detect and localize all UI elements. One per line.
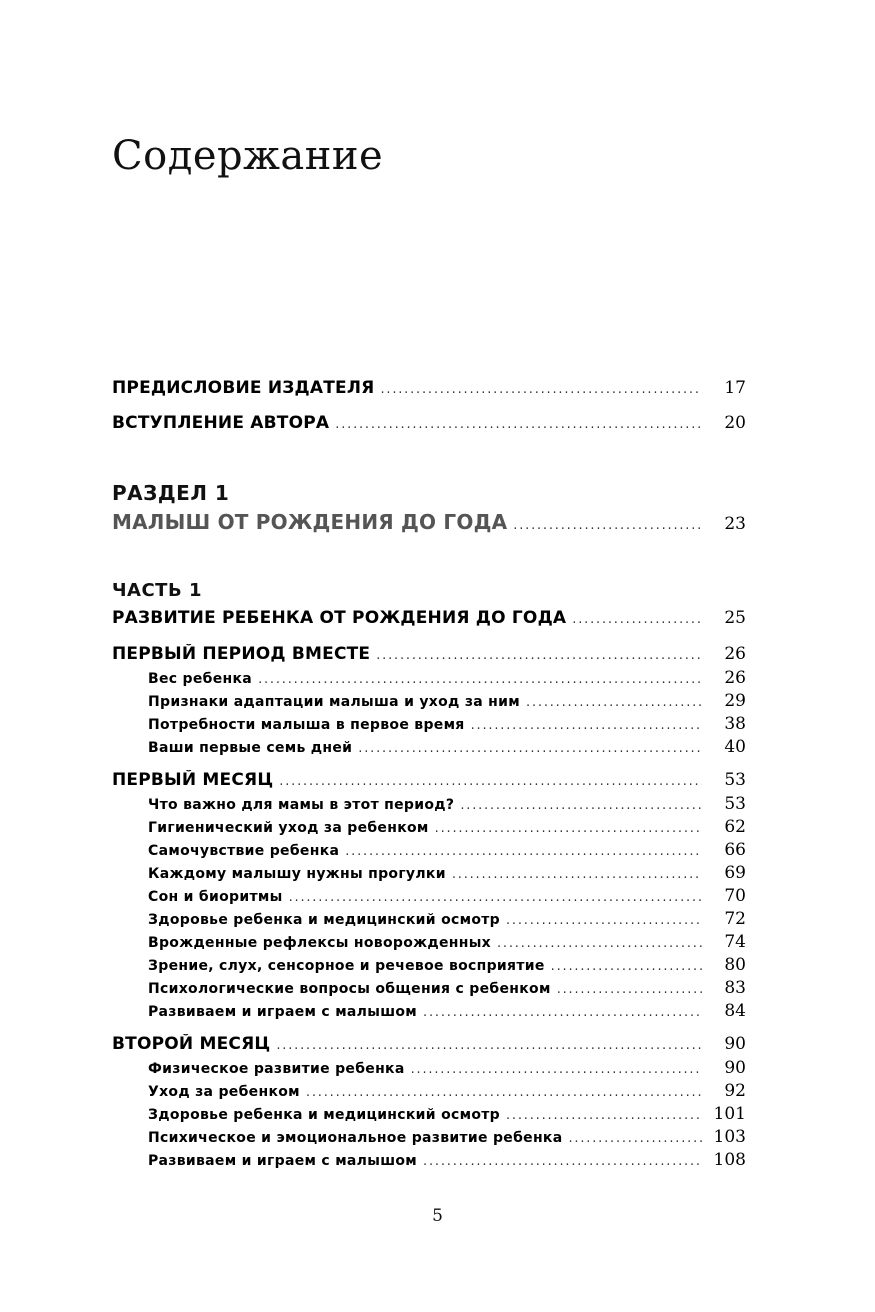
toc-item[interactable] xyxy=(148,978,746,998)
toc-item[interactable] xyxy=(148,1127,746,1147)
toc-entry-page: 90 xyxy=(724,1034,746,1054)
toc-item-page: 80 xyxy=(724,955,746,975)
toc-item-page: 29 xyxy=(724,691,746,711)
toc-item-title: Каждому малышу нужны прогулки xyxy=(148,866,446,882)
toc-item-title: Здоровье ребенка и медицинский осмотр xyxy=(148,1107,500,1123)
toc-item[interactable] xyxy=(148,714,746,734)
toc-item-page: 84 xyxy=(724,1001,746,1021)
dot-leader xyxy=(417,1154,702,1169)
toc-item-title: Врожденные рефлексы новорожденных xyxy=(148,935,491,951)
toc-item[interactable] xyxy=(148,668,746,688)
dot-leader xyxy=(454,798,702,813)
toc-item-title: Развиваем и играем с малышом xyxy=(148,1153,418,1169)
dot-leader xyxy=(329,417,702,432)
toc-item-page: 53 xyxy=(724,794,746,814)
toc-item-page: 90 xyxy=(724,1058,746,1078)
toc-item-title: Ваши первые семь дней xyxy=(148,740,353,756)
dot-leader xyxy=(507,518,702,533)
dot-leader xyxy=(273,774,702,789)
toc-item[interactable] xyxy=(148,737,746,757)
toc-item[interactable] xyxy=(148,817,746,837)
toc-item[interactable] xyxy=(148,955,746,975)
dot-leader xyxy=(270,1038,702,1053)
toc-item-page: 74 xyxy=(724,932,746,952)
toc-entry-publisher-preface[interactable] xyxy=(112,378,746,398)
toc-item-title: Психическое и эмоциональное развитие ребенка xyxy=(148,1130,563,1146)
dot-leader xyxy=(417,1005,702,1020)
toc-item-title: Потребности малыша в первое время xyxy=(148,717,465,733)
dot-leader xyxy=(429,821,702,836)
toc-entry-page: 53 xyxy=(724,770,746,790)
toc-item[interactable] xyxy=(148,691,746,711)
toc-entry-author-intro[interactable] xyxy=(112,413,746,433)
toc-item-page: 92 xyxy=(724,1081,746,1101)
dot-leader xyxy=(491,936,702,951)
dot-leader xyxy=(500,913,702,928)
toc-item-page: 62 xyxy=(724,817,746,837)
toc-item-page: 26 xyxy=(724,668,746,688)
page-number: 5 xyxy=(432,1206,443,1226)
dot-leader xyxy=(352,741,702,756)
toc-item-page: 40 xyxy=(724,737,746,757)
toc-item-page: 69 xyxy=(724,863,746,883)
toc-entry-page: 20 xyxy=(724,413,746,433)
toc-item-page: 101 xyxy=(713,1104,746,1124)
toc-item-page: 108 xyxy=(713,1150,746,1170)
toc-item-title: Вес ребенка xyxy=(148,671,253,687)
toc-item[interactable] xyxy=(148,1001,746,1021)
toc-item-title: Сон и биоритмы xyxy=(148,889,283,905)
dot-leader xyxy=(374,382,702,397)
toc-item-page: 83 xyxy=(724,978,746,998)
toc-item-page: 66 xyxy=(724,840,746,860)
toc-item-page: 72 xyxy=(724,909,746,929)
toc-item-title: Физическое развитие ребенка xyxy=(148,1061,405,1077)
toc-item[interactable] xyxy=(148,794,746,814)
section-label: РАЗДЕЛ 1 xyxy=(112,481,230,505)
toc-entry-title: ПЕРВЫЙ ПЕРИОД ВМЕСТЕ xyxy=(112,644,371,664)
toc-item[interactable] xyxy=(148,932,746,952)
toc-entry-section[interactable] xyxy=(112,510,746,534)
dot-leader xyxy=(370,648,702,663)
toc-item-title: Что важно для мамы в этот период? xyxy=(148,797,455,813)
toc-item-title: Уход за ребенком xyxy=(148,1084,300,1100)
toc-item-page: 103 xyxy=(713,1127,746,1147)
toc-item-title: Зрение, слух, сенсорное и речевое восприятие xyxy=(148,958,545,974)
dot-leader xyxy=(446,867,702,882)
toc-entry-page: 26 xyxy=(724,644,746,664)
toc-item-title: Самочувствие ребенка xyxy=(148,843,340,859)
toc-entry-title: ПРЕДИСЛОВИЕ ИЗДАТЕЛЯ xyxy=(112,378,375,398)
toc-entry-title: РАЗВИТИЕ РЕБЕНКА ОТ РОЖДЕНИЯ ДО ГОДА xyxy=(112,608,567,628)
dot-leader xyxy=(300,1085,702,1100)
toc-entry-title: МАЛЫШ ОТ РОЖДЕНИЯ ДО ГОДА xyxy=(112,510,508,534)
toc-entry-title: ВСТУПЛЕНИЕ АВТОРА xyxy=(112,413,330,433)
toc-entry-title: ПЕРВЫЙ МЕСЯЦ xyxy=(112,770,274,790)
toc-item-page: 70 xyxy=(724,886,746,906)
toc-entry-title: ВТОРОЙ МЕСЯЦ xyxy=(112,1034,271,1054)
page-title: Содержание xyxy=(112,133,384,179)
toc-item-title: Признаки адаптации малыша и уход за ним xyxy=(148,694,521,710)
toc-item[interactable] xyxy=(148,1104,746,1124)
toc-item-title: Гигиенический уход за ребенком xyxy=(148,820,429,836)
toc-chapter[interactable] xyxy=(112,770,746,790)
toc-item[interactable] xyxy=(148,1081,746,1101)
dot-leader xyxy=(339,844,702,859)
toc-entry-page: 25 xyxy=(724,608,746,628)
dot-leader xyxy=(500,1108,702,1123)
toc-item-title: Здоровье ребенка и медицинский осмотр xyxy=(148,912,500,928)
toc-item[interactable] xyxy=(148,1150,746,1170)
toc-item-title: Психологические вопросы общения с ребенком xyxy=(148,981,551,997)
toc-entry-page: 17 xyxy=(724,378,746,398)
part-label: ЧАСТЬ 1 xyxy=(112,580,202,601)
toc-item[interactable] xyxy=(148,863,746,883)
dot-leader xyxy=(465,718,702,733)
toc-entry-part[interactable] xyxy=(112,608,746,628)
toc-item[interactable] xyxy=(148,886,746,906)
dot-leader xyxy=(551,982,702,997)
dot-leader xyxy=(562,1131,702,1146)
dot-leader xyxy=(545,959,702,974)
toc-item-page: 38 xyxy=(724,714,746,734)
dot-leader xyxy=(520,695,702,710)
toc-item[interactable] xyxy=(148,1058,746,1078)
dot-leader xyxy=(405,1062,702,1077)
toc-entry-page: 23 xyxy=(724,514,746,534)
toc-item-title: Развиваем и играем с малышом xyxy=(148,1004,418,1020)
dot-leader xyxy=(252,672,702,687)
dot-leader xyxy=(566,612,702,627)
toc-chapter[interactable] xyxy=(112,644,746,664)
toc-chapter[interactable] xyxy=(112,1034,746,1054)
toc-item[interactable] xyxy=(148,909,746,929)
dot-leader xyxy=(283,890,702,905)
toc-item[interactable] xyxy=(148,840,746,860)
